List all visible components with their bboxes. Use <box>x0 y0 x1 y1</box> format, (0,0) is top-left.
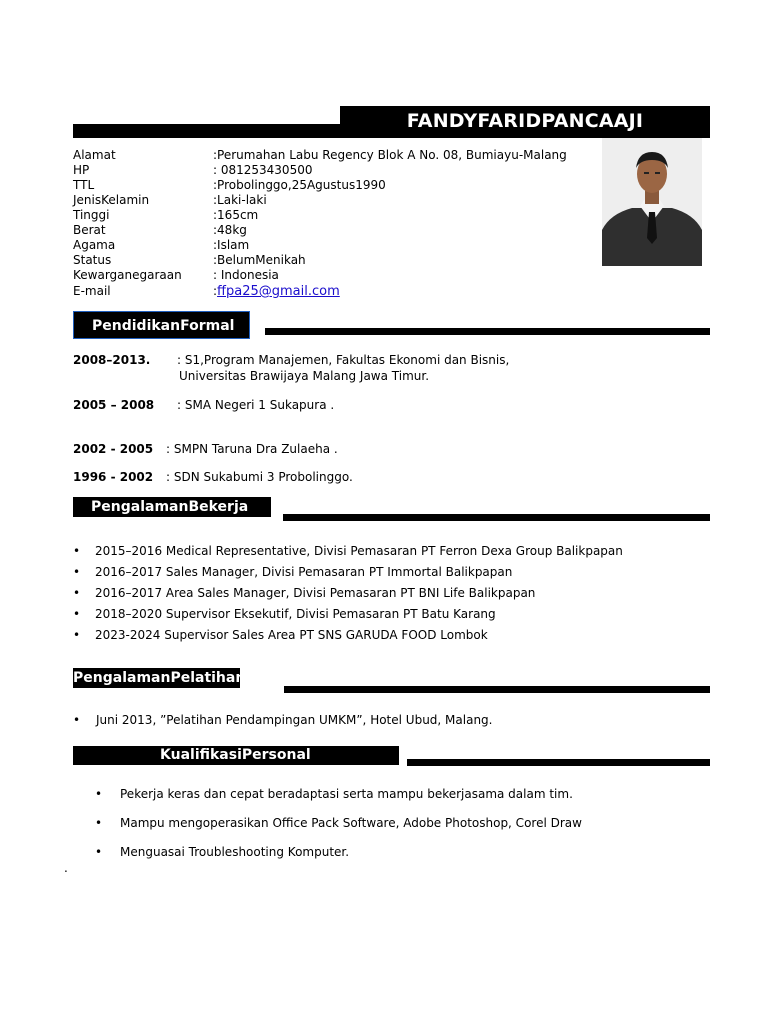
info-label: JenisKelamin <box>73 193 150 207</box>
list-item <box>73 564 623 585</box>
skills-rule <box>407 759 710 766</box>
skills-list <box>95 786 582 873</box>
list-item <box>73 585 623 606</box>
info-value: :BelumMenikah <box>213 253 306 267</box>
list-item-text: 2016–2017 Sales Manager, Divisi Pemasaran PT Immortal Balikpapan <box>95 565 513 579</box>
list-item <box>73 543 623 564</box>
list-item <box>73 606 623 627</box>
edu-years: 2005 – 2008 <box>73 398 155 412</box>
edu-years: 2008–2013. <box>73 353 151 367</box>
info-value: : 081253430500 <box>213 163 313 177</box>
info-row <box>73 163 593 178</box>
bullet-icon: • <box>73 628 81 642</box>
info-label: Status <box>73 253 112 267</box>
list-item-text: 2016–2017 Area Sales Manager, Divisi Pemasaran PT BNI Life Balikpapan <box>95 586 536 600</box>
edu-row-2 <box>73 397 334 413</box>
info-value: :Laki-laki <box>213 193 267 207</box>
edu-row-3 <box>73 441 338 457</box>
edu-desc: : SMPN Taruna Dra Zulaeha . <box>166 442 338 456</box>
list-item <box>95 786 582 815</box>
list-item <box>73 712 492 733</box>
bullet-icon: • <box>73 713 81 727</box>
bullet-icon: • <box>73 586 81 600</box>
bullet-icon: • <box>73 607 81 621</box>
edu-years: 1996 - 2002 <box>73 470 154 484</box>
list-item-text: 2015–2016 Medical Representative, Divisi Pemasaran PT Ferron Dexa Group Balikpapan <box>95 544 623 558</box>
edu-desc: : SMA Negeri 1 Sukapura . <box>177 398 335 412</box>
work-list <box>73 543 623 648</box>
info-label: HP <box>73 163 90 177</box>
edu-row-1-cont: Universitas Brawijaya Malang Jawa Timur. <box>179 369 430 383</box>
education-heading <box>73 311 250 339</box>
info-label: Kewarganegaraan <box>73 268 182 282</box>
skills-heading <box>73 746 399 765</box>
edu-row-1 <box>73 352 509 368</box>
email-colon: : <box>213 284 218 298</box>
trailing-dot: . <box>64 861 68 875</box>
list-item-text: 2023-2024 Supervisor Sales Area PT SNS GARUDA FOOD Lombok <box>95 628 488 642</box>
bullet-icon: • <box>95 787 103 801</box>
list-item-text: 2018–2020 Supervisor Eksekutif, Divisi Pemasaran PT Batu Karang <box>95 607 496 621</box>
education-heading-text: PendidikanFormal <box>92 318 235 334</box>
edu-row-4 <box>73 469 353 485</box>
education-rule <box>265 328 710 335</box>
email-label: E-mail <box>73 284 111 298</box>
training-heading <box>73 668 246 688</box>
work-heading-text: PengalamanBekerja <box>91 499 249 515</box>
training-heading-text: PengalamanPelatihan <box>73 670 246 686</box>
bullet-icon: • <box>95 816 103 830</box>
info-value: :Perumahan Labu Regency Blok A No. 08, Bumiayu-Malang <box>213 148 567 162</box>
list-item <box>73 627 623 648</box>
list-item-text: Pekerja keras dan cepat beradaptasi serta mampu bekerjasama dalam tim. <box>120 787 573 801</box>
work-rule <box>283 514 710 521</box>
bullet-icon: • <box>73 544 81 558</box>
info-row <box>73 223 593 238</box>
info-value: : Indonesia <box>213 268 279 282</box>
edu-desc: : SDN Sukabumi 3 Probolinggo. <box>166 470 353 484</box>
info-row <box>73 268 593 283</box>
list-item <box>95 844 582 873</box>
info-row <box>73 238 593 253</box>
info-label: TTL <box>73 178 95 192</box>
list-item-text: Mampu mengoperasikan Office Pack Software, Adobe Photoshop, Corel Draw <box>120 816 582 830</box>
edu-desc: : S1,Program Manajemen, Fakultas Ekonomi dan Bisnis, <box>177 353 510 367</box>
info-value: :Probolinggo,25Agustus1990 <box>213 178 386 192</box>
bullet-icon: • <box>73 565 81 579</box>
training-list <box>73 712 492 733</box>
info-value: :165cm <box>213 208 259 222</box>
profile-photo <box>602 138 702 266</box>
list-item-text: Menguasai Troubleshooting Komputer. <box>120 845 350 859</box>
work-heading <box>73 497 271 517</box>
info-row <box>73 178 593 193</box>
header-rule <box>73 124 373 138</box>
info-value: :48kg <box>213 223 247 237</box>
training-rule <box>284 686 710 693</box>
info-label: Alamat <box>73 148 116 162</box>
info-label: Tinggi <box>73 208 110 222</box>
list-item <box>95 815 582 844</box>
info-row <box>73 253 593 268</box>
bullet-icon: • <box>95 845 103 859</box>
info-label: Agama <box>73 238 116 252</box>
personal-info <box>73 148 593 299</box>
skills-heading-text: KualifikasiPersonal <box>160 747 311 763</box>
info-row <box>73 148 593 163</box>
email-link[interactable]: ffpa25@gmail.com <box>217 284 340 299</box>
info-value: :Islam <box>213 238 250 252</box>
edu-years: 2002 - 2005 <box>73 442 154 456</box>
info-row <box>73 208 593 223</box>
list-item-text: Juni 2013, ”Pelatihan Pendampingan UMKM”, Hotel Ubud, Malang. <box>96 713 493 727</box>
name-title: FANDYFARIDPANCAAJI <box>340 106 710 138</box>
info-row <box>73 193 593 208</box>
info-label: Berat <box>73 223 106 237</box>
